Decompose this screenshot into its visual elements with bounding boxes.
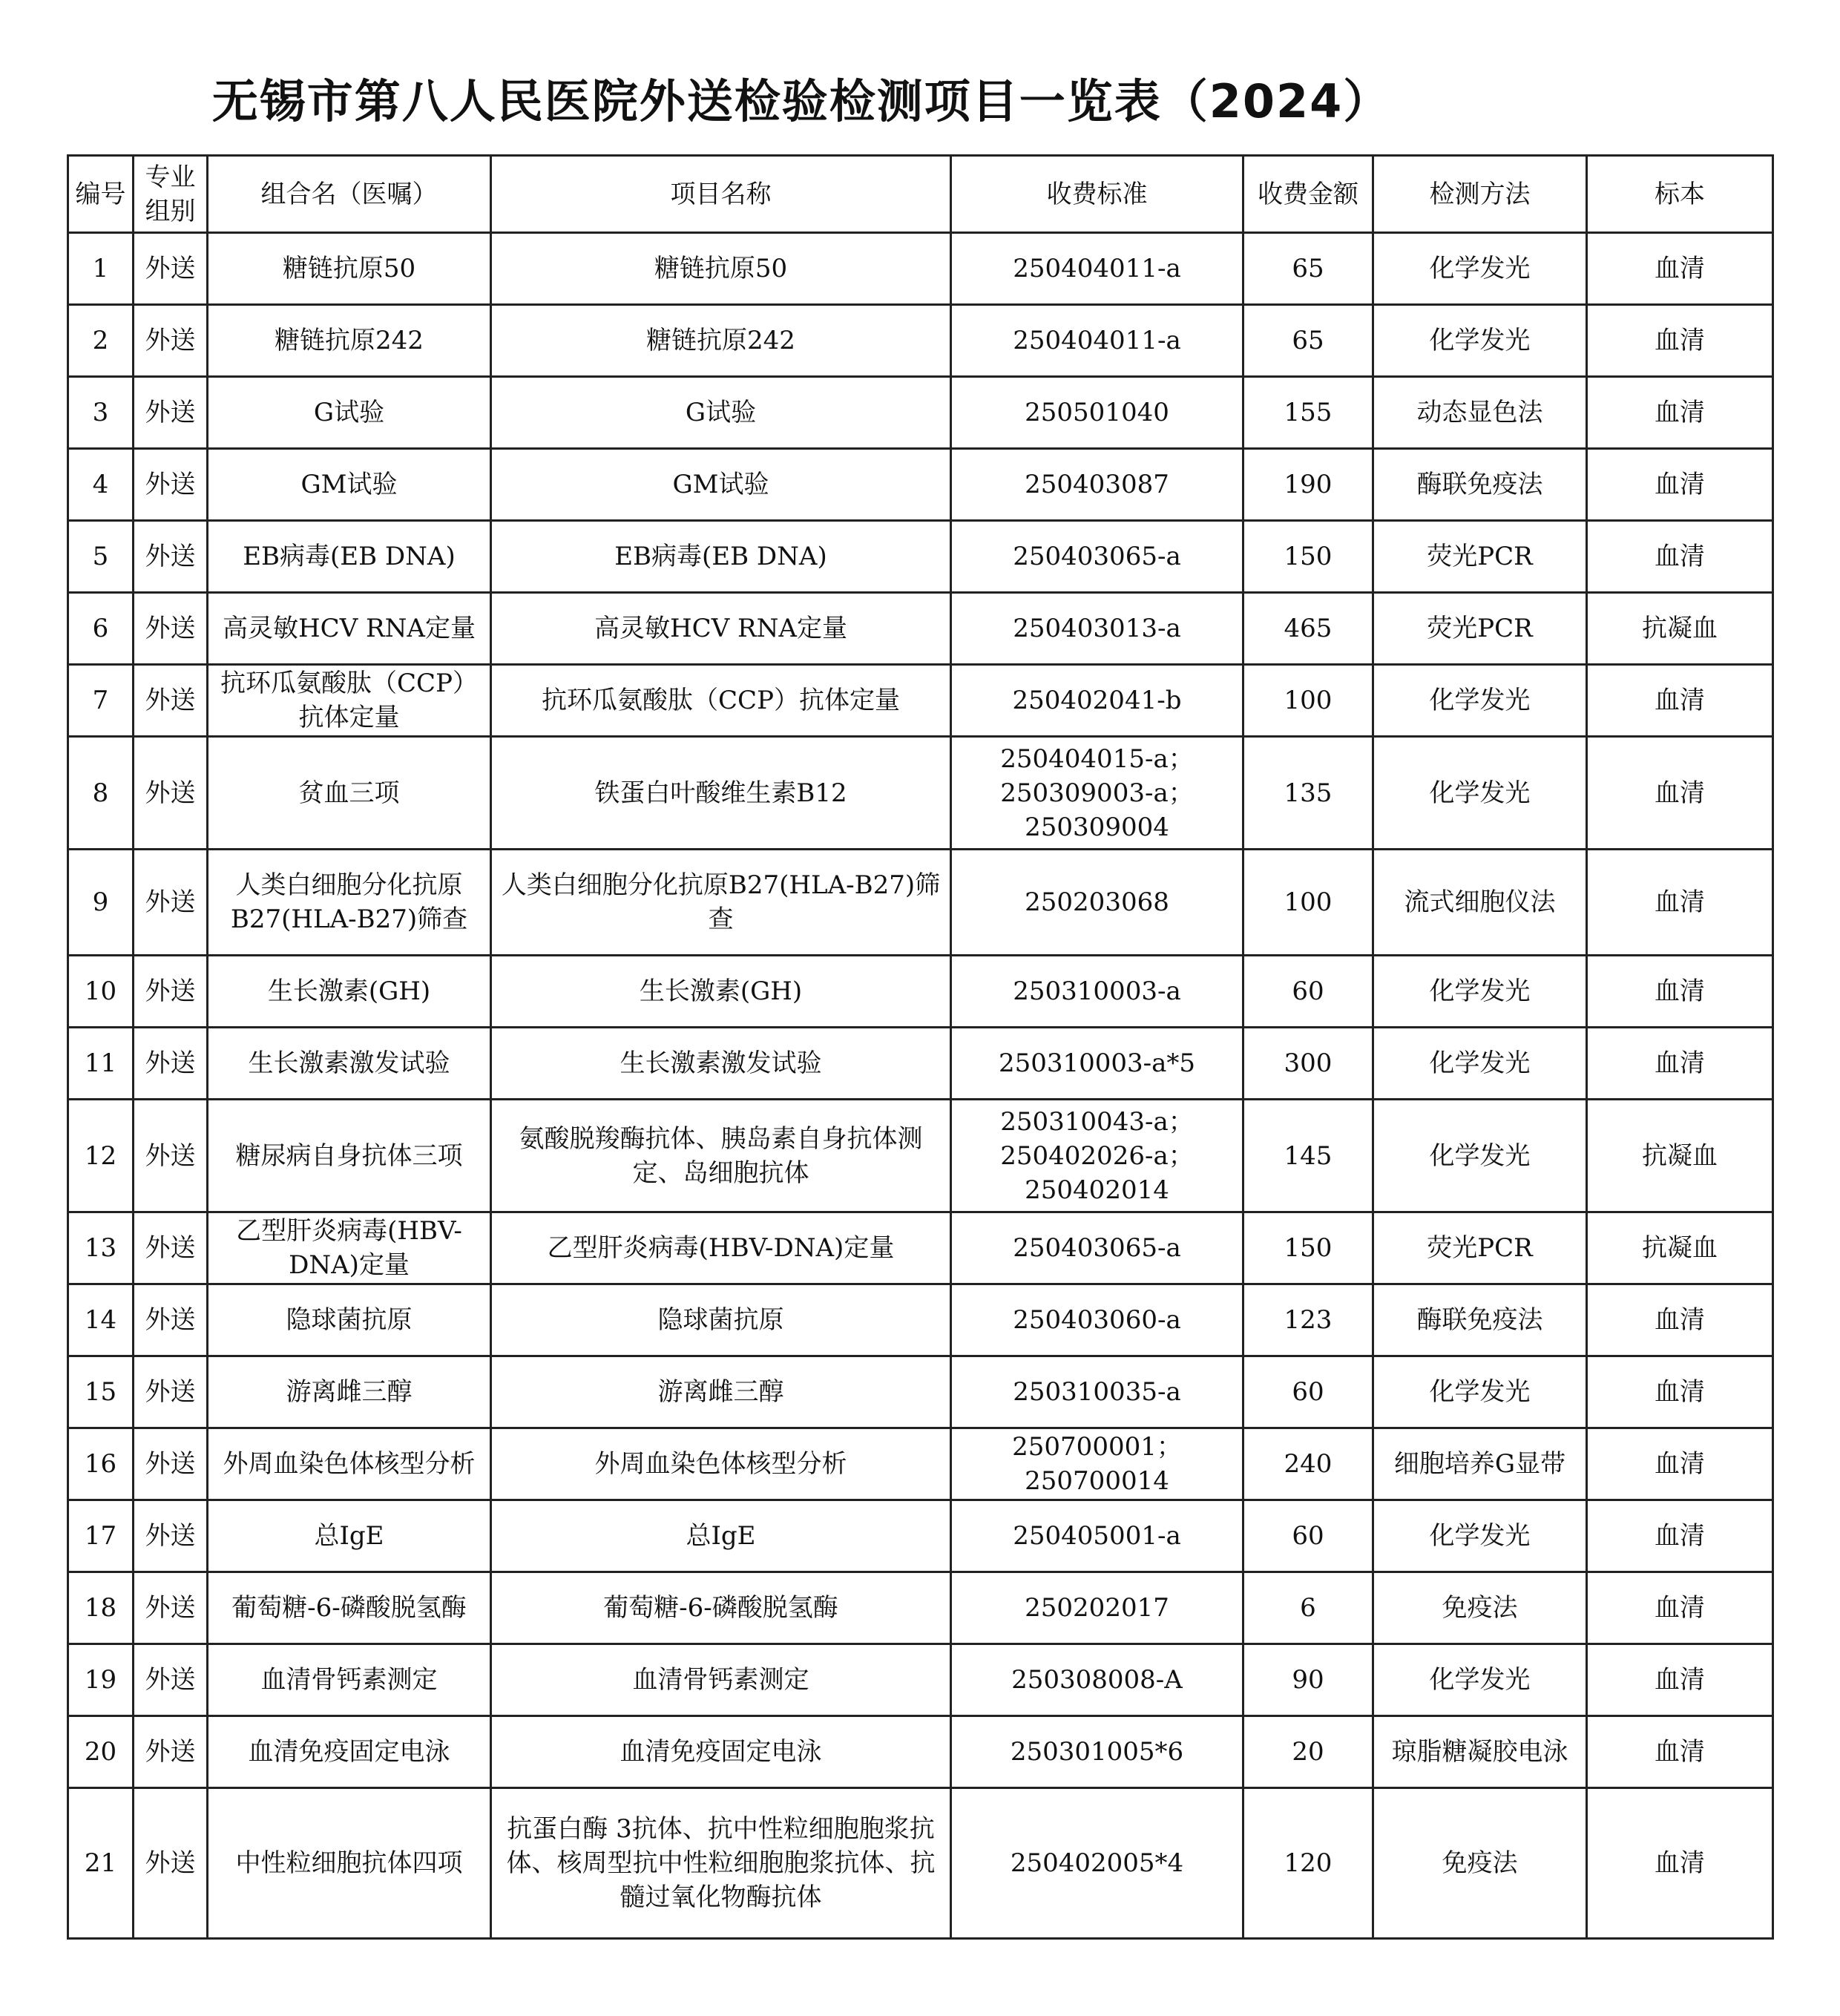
cell-specimen: 血清 bbox=[1587, 377, 1773, 449]
cell-specimen: 血清 bbox=[1587, 1572, 1773, 1644]
cell-fee-amt: 100 bbox=[1243, 850, 1373, 956]
cell-dept: 外送 bbox=[134, 593, 208, 665]
cell-item: EB病毒(EB DNA) bbox=[491, 521, 951, 593]
fee-std-line: 250402041-b bbox=[1012, 686, 1182, 715]
fee-std-line: 250501040 bbox=[1025, 398, 1169, 427]
fee-std-line: 250402005*4 bbox=[1010, 1848, 1184, 1878]
cell-combo: 生长激素激发试验 bbox=[208, 1028, 491, 1100]
cell-no: 5 bbox=[68, 521, 134, 593]
fee-std-line: 250403060-a bbox=[1013, 1305, 1181, 1335]
cell-fee-std bbox=[951, 1100, 1243, 1212]
cell-dept: 外送 bbox=[134, 1100, 208, 1212]
cell-fee-std bbox=[951, 1788, 1243, 1939]
cell-method: 荧光PCR bbox=[1373, 521, 1587, 593]
cell-item: 游离雌三醇 bbox=[491, 1356, 951, 1428]
cell-method: 化学发光 bbox=[1373, 1644, 1587, 1716]
cell-no: 15 bbox=[68, 1356, 134, 1428]
cell-specimen: 血清 bbox=[1587, 1644, 1773, 1716]
cell-fee-std bbox=[951, 521, 1243, 593]
cell-no: 20 bbox=[68, 1716, 134, 1788]
cell-combo: 乙型肝炎病毒(HBV-DNA)定量 bbox=[208, 1212, 491, 1284]
cell-combo: 抗环瓜氨酸肽（CCP）抗体定量 bbox=[208, 665, 491, 737]
cell-fee-std bbox=[951, 449, 1243, 521]
cell-fee-amt: 300 bbox=[1243, 1028, 1373, 1100]
cell-fee-amt: 65 bbox=[1243, 233, 1373, 305]
cell-method: 化学发光 bbox=[1373, 665, 1587, 737]
header-dept-line2: 组别 bbox=[145, 196, 196, 226]
cell-no: 3 bbox=[68, 377, 134, 449]
cell-item: 抗蛋白酶 3抗体、抗中性粒细胞胞浆抗体、核周型抗中性粒细胞胞浆抗体、抗髓过氧化物酶抗体 bbox=[491, 1788, 951, 1939]
cell-method: 化学发光 bbox=[1373, 1028, 1587, 1100]
cell-dept: 外送 bbox=[134, 1572, 208, 1644]
cell-dept: 外送 bbox=[134, 521, 208, 593]
table-row bbox=[68, 737, 1773, 850]
cell-fee-amt: 60 bbox=[1243, 1500, 1373, 1572]
table-row bbox=[68, 665, 1773, 737]
table-row bbox=[68, 593, 1773, 665]
cell-item: 葡萄糖-6-磷酸脱氢酶 bbox=[491, 1572, 951, 1644]
cell-dept: 外送 bbox=[134, 1500, 208, 1572]
table-row bbox=[68, 850, 1773, 956]
fee-std-line: 250309004 bbox=[1025, 812, 1169, 842]
cell-dept: 外送 bbox=[134, 665, 208, 737]
cell-no: 12 bbox=[68, 1100, 134, 1212]
cell-fee-std bbox=[951, 1212, 1243, 1284]
cell-combo: 隐球菌抗原 bbox=[208, 1284, 491, 1356]
cell-dept: 外送 bbox=[134, 305, 208, 377]
cell-no: 2 bbox=[68, 305, 134, 377]
cell-item: 血清骨钙素测定 bbox=[491, 1644, 951, 1716]
cell-method: 酶联免疫法 bbox=[1373, 1284, 1587, 1356]
fee-std-line: 250404011-a bbox=[1013, 326, 1181, 355]
table-row bbox=[68, 1644, 1773, 1716]
cell-combo: 人类白细胞分化抗原B27(HLA-B27)筛查 bbox=[208, 850, 491, 956]
cell-combo: GM试验 bbox=[208, 449, 491, 521]
cell-specimen: 抗凝血 bbox=[1587, 1100, 1773, 1212]
cell-combo: 游离雌三醇 bbox=[208, 1356, 491, 1428]
fee-std-line: 250310003-a*5 bbox=[998, 1048, 1196, 1078]
cell-fee-std bbox=[951, 665, 1243, 737]
fee-std-line: 250404015-a； bbox=[1000, 743, 1194, 774]
table-row bbox=[68, 1212, 1773, 1284]
fee-std-line: 250309003-a； bbox=[1000, 778, 1194, 808]
cell-item: 外周血染色体核型分析 bbox=[491, 1428, 951, 1500]
cell-fee-amt: 123 bbox=[1243, 1284, 1373, 1356]
fee-std-line: 250203068 bbox=[1025, 887, 1169, 917]
table-row bbox=[68, 521, 1773, 593]
cell-fee-std bbox=[951, 305, 1243, 377]
cell-fee-std bbox=[951, 956, 1243, 1028]
cell-method: 细胞培养G显带 bbox=[1373, 1428, 1587, 1500]
cell-fee-amt: 65 bbox=[1243, 305, 1373, 377]
fee-std-line: 250405001-a bbox=[1013, 1521, 1181, 1551]
cell-item: 铁蛋白叶酸维生素B12 bbox=[491, 737, 951, 850]
cell-specimen: 血清 bbox=[1587, 956, 1773, 1028]
header-item: 项目名称 bbox=[491, 156, 951, 233]
cell-combo: 生长激素(GH) bbox=[208, 956, 491, 1028]
cell-combo: 葡萄糖-6-磷酸脱氢酶 bbox=[208, 1572, 491, 1644]
cell-method: 化学发光 bbox=[1373, 1500, 1587, 1572]
cell-fee-std bbox=[951, 850, 1243, 956]
cell-no: 6 bbox=[68, 593, 134, 665]
header-dept bbox=[134, 156, 208, 233]
cell-combo: 外周血染色体核型分析 bbox=[208, 1428, 491, 1500]
header-fee-amt: 收费金额 bbox=[1243, 156, 1373, 233]
cell-dept: 外送 bbox=[134, 737, 208, 850]
cell-dept: 外送 bbox=[134, 449, 208, 521]
fee-std-line: 250308008-A bbox=[1011, 1665, 1183, 1695]
cell-dept: 外送 bbox=[134, 1716, 208, 1788]
cell-fee-std bbox=[951, 1356, 1243, 1428]
cell-specimen: 血清 bbox=[1587, 1788, 1773, 1939]
cell-dept: 外送 bbox=[134, 956, 208, 1028]
table-body bbox=[68, 233, 1773, 1939]
cell-item: 糖链抗原50 bbox=[491, 233, 951, 305]
cell-dept: 外送 bbox=[134, 233, 208, 305]
fee-std-line: 250402026-a； bbox=[1000, 1140, 1194, 1171]
cell-method: 化学发光 bbox=[1373, 737, 1587, 850]
cell-fee-std bbox=[951, 1572, 1243, 1644]
cell-fee-std bbox=[951, 737, 1243, 850]
table-row bbox=[68, 305, 1773, 377]
cell-fee-amt: 150 bbox=[1243, 521, 1373, 593]
cell-method: 化学发光 bbox=[1373, 1356, 1587, 1428]
cell-specimen: 抗凝血 bbox=[1587, 1212, 1773, 1284]
table-row bbox=[68, 1500, 1773, 1572]
cell-dept: 外送 bbox=[134, 1788, 208, 1939]
cell-combo: 血清免疫固定电泳 bbox=[208, 1716, 491, 1788]
cell-item: 生长激素激发试验 bbox=[491, 1028, 951, 1100]
fee-std-line: 250403087 bbox=[1025, 470, 1169, 499]
cell-fee-std bbox=[951, 593, 1243, 665]
cell-dept: 外送 bbox=[134, 1356, 208, 1428]
cell-no: 11 bbox=[68, 1028, 134, 1100]
cell-method: 荧光PCR bbox=[1373, 593, 1587, 665]
cell-combo: G试验 bbox=[208, 377, 491, 449]
table-row bbox=[68, 449, 1773, 521]
table-row bbox=[68, 1028, 1773, 1100]
cell-fee-amt: 60 bbox=[1243, 956, 1373, 1028]
cell-dept: 外送 bbox=[134, 1428, 208, 1500]
header-no: 编号 bbox=[68, 156, 134, 233]
cell-fee-amt: 20 bbox=[1243, 1716, 1373, 1788]
cell-specimen: 血清 bbox=[1587, 233, 1773, 305]
cell-specimen: 血清 bbox=[1587, 1284, 1773, 1356]
cell-fee-amt: 120 bbox=[1243, 1788, 1373, 1939]
cell-combo: 血清骨钙素测定 bbox=[208, 1644, 491, 1716]
cell-fee-std bbox=[951, 1500, 1243, 1572]
cell-method: 琼脂糖凝胶电泳 bbox=[1373, 1716, 1587, 1788]
cell-method: 化学发光 bbox=[1373, 1100, 1587, 1212]
cell-no: 16 bbox=[68, 1428, 134, 1500]
cell-no: 7 bbox=[68, 665, 134, 737]
cell-fee-amt: 100 bbox=[1243, 665, 1373, 737]
cell-specimen: 血清 bbox=[1587, 1500, 1773, 1572]
cell-specimen: 血清 bbox=[1587, 305, 1773, 377]
fee-std-line: 250310003-a bbox=[1013, 976, 1181, 1006]
header-row bbox=[68, 156, 1773, 233]
cell-item: 高灵敏HCV RNA定量 bbox=[491, 593, 951, 665]
fee-std-line: 250403013-a bbox=[1013, 614, 1181, 643]
cell-specimen: 血清 bbox=[1587, 1428, 1773, 1500]
fee-std-line: 250310043-a； bbox=[1000, 1106, 1194, 1137]
cell-no: 13 bbox=[68, 1212, 134, 1284]
cell-method: 荧光PCR bbox=[1373, 1212, 1587, 1284]
cell-no: 4 bbox=[68, 449, 134, 521]
cell-item: G试验 bbox=[491, 377, 951, 449]
header-specimen: 标本 bbox=[1587, 156, 1773, 233]
table-row bbox=[68, 1100, 1773, 1212]
cell-fee-amt: 145 bbox=[1243, 1100, 1373, 1212]
cell-no: 1 bbox=[68, 233, 134, 305]
cell-fee-std bbox=[951, 377, 1243, 449]
cell-item: 抗环瓜氨酸肽（CCP）抗体定量 bbox=[491, 665, 951, 737]
fee-std-line: 250403065-a bbox=[1013, 1233, 1181, 1263]
table-row bbox=[68, 1788, 1773, 1939]
cell-item: 隐球菌抗原 bbox=[491, 1284, 951, 1356]
cell-dept: 外送 bbox=[134, 850, 208, 956]
cell-no: 14 bbox=[68, 1284, 134, 1356]
cell-no: 18 bbox=[68, 1572, 134, 1644]
fee-std-line: 250404011-a bbox=[1013, 254, 1181, 283]
cell-fee-amt: 60 bbox=[1243, 1356, 1373, 1428]
cell-fee-amt: 155 bbox=[1243, 377, 1373, 449]
cell-dept: 外送 bbox=[134, 1644, 208, 1716]
cell-item: GM试验 bbox=[491, 449, 951, 521]
cell-method: 流式细胞仪法 bbox=[1373, 850, 1587, 956]
cell-fee-std bbox=[951, 1428, 1243, 1500]
cell-method: 免疫法 bbox=[1373, 1788, 1587, 1939]
cell-combo: 中性粒细胞抗体四项 bbox=[208, 1788, 491, 1939]
header-dept-line1: 专业 bbox=[145, 162, 196, 192]
table-row bbox=[68, 1572, 1773, 1644]
page-title: 无锡市第八人民医院外送检验检测项目一览表（2024） bbox=[211, 74, 1391, 128]
table-row bbox=[68, 1716, 1773, 1788]
cell-fee-amt: 190 bbox=[1243, 449, 1373, 521]
header-method: 检测方法 bbox=[1373, 156, 1587, 233]
cell-no: 10 bbox=[68, 956, 134, 1028]
header-combo: 组合名（医嘱） bbox=[208, 156, 491, 233]
cell-no: 21 bbox=[68, 1788, 134, 1939]
cell-fee-amt: 6 bbox=[1243, 1572, 1373, 1644]
cell-no: 8 bbox=[68, 737, 134, 850]
cell-method: 化学发光 bbox=[1373, 956, 1587, 1028]
cell-method: 酶联免疫法 bbox=[1373, 449, 1587, 521]
cell-method: 动态显色法 bbox=[1373, 377, 1587, 449]
cell-combo: 贫血三项 bbox=[208, 737, 491, 850]
cell-specimen: 血清 bbox=[1587, 521, 1773, 593]
table-row bbox=[68, 1428, 1773, 1500]
cell-method: 化学发光 bbox=[1373, 233, 1587, 305]
cell-combo: 糖链抗原50 bbox=[208, 233, 491, 305]
fee-std-line: 250301005*6 bbox=[1010, 1737, 1184, 1767]
cell-specimen: 血清 bbox=[1587, 1356, 1773, 1428]
cell-specimen: 血清 bbox=[1587, 1716, 1773, 1788]
cell-fee-std bbox=[951, 1028, 1243, 1100]
cell-no: 17 bbox=[68, 1500, 134, 1572]
table-row bbox=[68, 1284, 1773, 1356]
table-row bbox=[68, 377, 1773, 449]
cell-item: 血清免疫固定电泳 bbox=[491, 1716, 951, 1788]
cell-specimen: 血清 bbox=[1587, 665, 1773, 737]
cell-item: 总IgE bbox=[491, 1500, 951, 1572]
cell-no: 19 bbox=[68, 1644, 134, 1716]
cell-item: 氨酸脱羧酶抗体、胰岛素自身抗体测定、岛细胞抗体 bbox=[491, 1100, 951, 1212]
cell-dept: 外送 bbox=[134, 1212, 208, 1284]
fee-std-line: 250402014 bbox=[1025, 1175, 1169, 1205]
cell-specimen: 血清 bbox=[1587, 449, 1773, 521]
cell-dept: 外送 bbox=[134, 1284, 208, 1356]
cell-fee-std bbox=[951, 1716, 1243, 1788]
cell-specimen: 抗凝血 bbox=[1587, 593, 1773, 665]
cell-method: 免疫法 bbox=[1373, 1572, 1587, 1644]
cell-combo: 高灵敏HCV RNA定量 bbox=[208, 593, 491, 665]
table-row bbox=[68, 956, 1773, 1028]
cell-fee-std bbox=[951, 1644, 1243, 1716]
cell-combo: 糖链抗原242 bbox=[208, 305, 491, 377]
cell-specimen: 血清 bbox=[1587, 1028, 1773, 1100]
cell-fee-std bbox=[951, 1284, 1243, 1356]
cell-fee-amt: 90 bbox=[1243, 1644, 1373, 1716]
cell-method: 化学发光 bbox=[1373, 305, 1587, 377]
fee-std-line: 250310035-a bbox=[1013, 1377, 1181, 1407]
project-table bbox=[67, 154, 1774, 1940]
cell-dept: 外送 bbox=[134, 377, 208, 449]
cell-combo: 糖尿病自身抗体三项 bbox=[208, 1100, 491, 1212]
cell-item: 糖链抗原242 bbox=[491, 305, 951, 377]
cell-specimen: 血清 bbox=[1587, 737, 1773, 850]
table-row bbox=[68, 1356, 1773, 1428]
cell-specimen: 血清 bbox=[1587, 850, 1773, 956]
header-fee-std: 收费标准 bbox=[951, 156, 1243, 233]
cell-fee-amt: 465 bbox=[1243, 593, 1373, 665]
cell-item: 人类白细胞分化抗原B27(HLA-B27)筛查 bbox=[491, 850, 951, 956]
cell-no: 9 bbox=[68, 850, 134, 956]
cell-dept: 外送 bbox=[134, 1028, 208, 1100]
table-row bbox=[68, 233, 1773, 305]
cell-fee-amt: 135 bbox=[1243, 737, 1373, 850]
fee-std-line: 250403065-a bbox=[1013, 542, 1181, 571]
cell-item: 乙型肝炎病毒(HBV-DNA)定量 bbox=[491, 1212, 951, 1284]
cell-fee-std bbox=[951, 233, 1243, 305]
fee-std-line: 250700001；250700014 bbox=[1012, 1432, 1182, 1496]
cell-fee-amt: 240 bbox=[1243, 1428, 1373, 1500]
cell-combo: 总IgE bbox=[208, 1500, 491, 1572]
cell-combo: EB病毒(EB DNA) bbox=[208, 521, 491, 593]
cell-fee-amt: 150 bbox=[1243, 1212, 1373, 1284]
cell-item: 生长激素(GH) bbox=[491, 956, 951, 1028]
fee-std-line: 250202017 bbox=[1025, 1593, 1169, 1623]
